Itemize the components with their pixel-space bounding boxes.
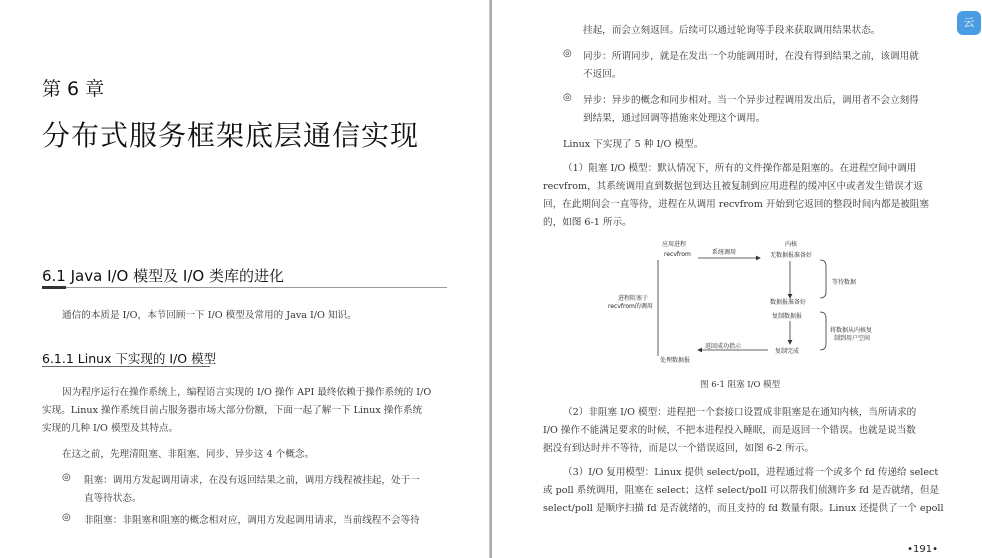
paragraph-line: 据没有到达时并不等待，而是以一个错误返回，如图 6-2 所示。 (543, 443, 814, 454)
bullet-line: 同步：所谓同步，就是在发出一个功能调用时，在没有得到结果之前，该调用就 (583, 51, 919, 62)
page-number: •191• (907, 544, 938, 555)
recvfrom-label: recvfrom (664, 251, 691, 258)
paragraph-line: （2）非阻塞 I/O 模型：进程把一个套接口设置成非阻塞是在通知内核，当所请求的 (563, 407, 917, 418)
bullet-line: 非阻塞：非阻塞和阻塞的概念相对应，调用方发起调用请求，当前线程不会等待 (84, 515, 420, 526)
bullet-icon: ◎ (563, 92, 572, 103)
no-data-label: 无数据报准备好 (770, 252, 813, 259)
paragraph-line: 回，在此期间会一直等待，进程在从调用 recvfrom 开始到它返回的整段时间内都是被阻塞 (543, 199, 929, 210)
section-title: 6.1 Java I/O 模型及 I/O 类库的进化 (42, 267, 284, 285)
paragraph-line: 实现。Linux 操作系统目前占服务器市场大部分份额，下面一起了解一下 Linux 操作系统 (42, 405, 423, 416)
paragraph-line: （1）阻塞 I/O 模型：默认情况下，所有的文件操作都是阻塞的。在进程空间中调用 (563, 163, 917, 174)
paragraph-line: 的，如图 6-1 所示。 (543, 217, 632, 228)
bullet-line: 异步：异步的概念和同步相对。当一个异步过程调用发出后，调用者不会立刻得 (583, 95, 919, 106)
bullet-line: 阻塞：调用方发起调用请求，在没有返回结果之前，调用方线程被挂起，处于一 (84, 475, 420, 486)
paragraph-line: I/O 操作不能满足要求的时候，不把本进程投入睡眠，而是返回一个错误。也就是说当数 (543, 425, 916, 436)
bullet-line: 到结果，通过回调等措施来处理这个调用。 (583, 113, 766, 124)
app-process-label: 应用进程 (662, 241, 687, 248)
wait-brace (820, 260, 826, 298)
copy-to-user-label-1: 将数据从内核复 (830, 327, 873, 334)
paragraph-line: select/poll 是顺序扫描 fd 是否就绪的，而且支持的 fd 数量有限。Linux 还提供了一个 epoll (543, 503, 944, 514)
subsection-rule (42, 366, 210, 367)
paragraph-line: recvfrom，其系统调用直到数据包到达且被复制到应用进程的缓冲区中或者发生错误才返 (543, 181, 923, 192)
blocking-io-diagram (600, 240, 900, 370)
paragraph-line: 挂起，而会立刻返回。后续可以通过轮询等手段来获取调用结果状态。 (583, 25, 881, 36)
data-ready-label: 数据报准备好 (770, 299, 807, 306)
subsection-title: 6.1.1 Linux 下实现的 I/O 模型 (42, 351, 217, 366)
copy-brace (820, 312, 826, 350)
section-rule-accent (42, 286, 66, 289)
bullet-line: 直等待状态。 (84, 493, 142, 504)
chapter-number: 第 6 章 (42, 78, 105, 100)
blocked-label-2: recvfrom的调用 (608, 303, 653, 310)
syscall-label: 系统调用 (712, 249, 737, 256)
return-ok-label: 返回成功指示 (705, 343, 742, 350)
process-data-label: 处理数据报 (660, 357, 691, 364)
bullet-line: 不返回。 (583, 69, 622, 80)
copy-to-user-label-2: 制到用户空间 (834, 335, 871, 342)
paragraph-line: 因为程序运行在操作系统上，编程语言实现的 I/O 操作 API 最终依赖于操作系统的 I/O (62, 387, 432, 398)
chapter-title: 分布式服务框架底层通信实现 (42, 119, 420, 152)
left-page (0, 0, 490, 558)
blocked-label-1: 进程阻塞于 (618, 295, 649, 302)
section-intro: 通信的本质是 I/O，本节回顾一下 I/O 模型及常用的 Java I/O 知识。 (62, 310, 357, 321)
wait-data-label: 等待数据 (832, 279, 857, 286)
bullet-icon: ◎ (563, 48, 572, 59)
paragraph-line: Linux 下实现了 5 种 I/O 模型。 (563, 139, 704, 150)
copy-data-label: 复制数据报 (772, 313, 803, 320)
section-rule (42, 287, 447, 288)
paragraph-line: （3）I/O 复用模型：Linux 提供 select/poll，进程通过将一个或多个 fd 传递给 select (563, 467, 939, 478)
figure-caption: 图 6-1 阻塞 I/O 模型 (700, 380, 781, 390)
copy-done-label: 复制完成 (775, 348, 800, 355)
paragraph-line: 在这之前，先理清阻塞、非阻塞、同步、异步这 4 个概念。 (62, 449, 315, 460)
kernel-label: 内核 (785, 241, 798, 248)
bullet-icon: ◎ (62, 512, 71, 523)
paragraph-line: 实现的几种 I/O 模型及其特点。 (42, 423, 179, 434)
paragraph-line: 或 poll 系统调用，阻塞在 select；这样 select/poll 可以帮我们侦测许多 fd 是否就绪，但是 (543, 485, 940, 496)
bullet-icon: ◎ (62, 472, 71, 483)
cloud-badge-icon[interactable]: 云 (957, 11, 981, 35)
